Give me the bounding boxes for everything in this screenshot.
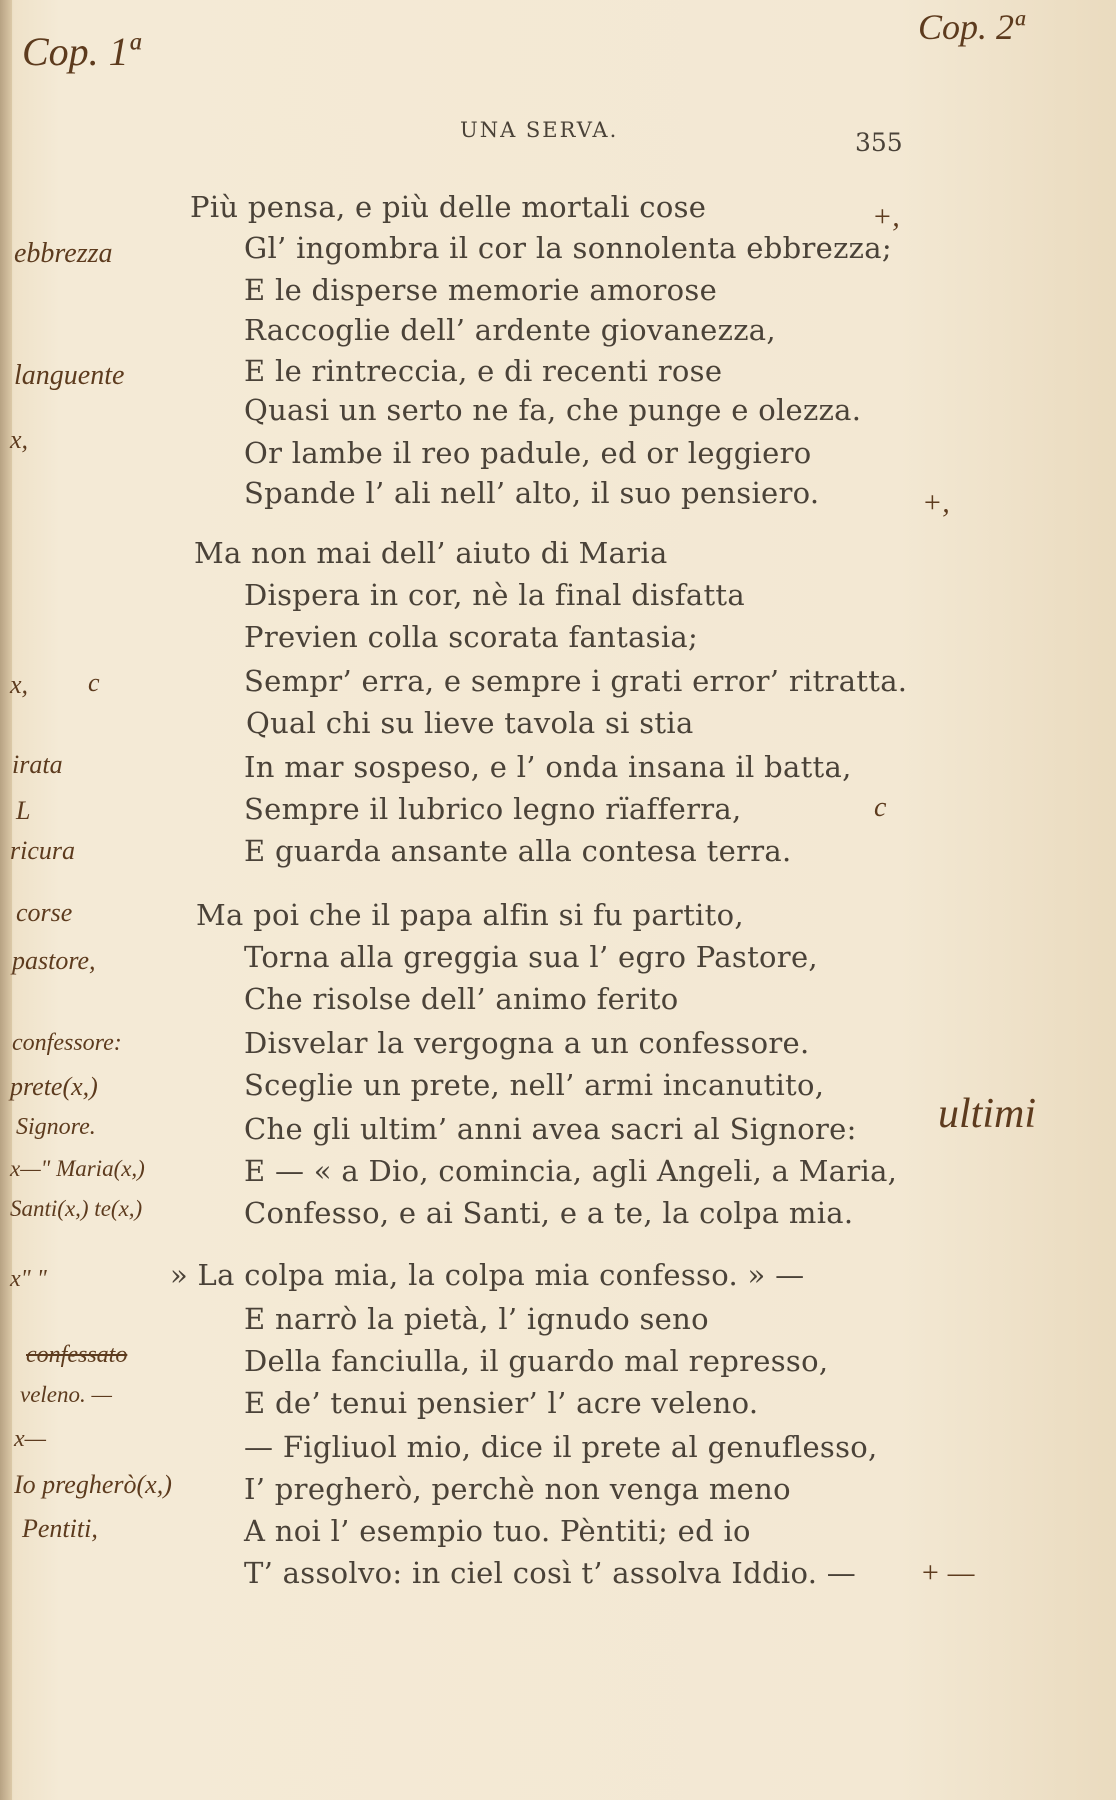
verse-line: Or lambe il reo padule, ed or leggiero <box>244 436 812 470</box>
margin-note: x—" Maria(x,) <box>10 1156 145 1181</box>
margin-note: Signore. <box>16 1114 96 1140</box>
verse-line: E le rintreccia, e di recenti rose <box>244 354 723 388</box>
margin-note: Santi(x,) te(x,) <box>10 1196 143 1221</box>
margin-note: irata <box>12 750 63 779</box>
margin-note: Pentiti, <box>22 1514 98 1543</box>
verse-line: A noi l’ esempio tuo. Pèntiti; ed io <box>244 1514 751 1548</box>
margin-note: pastore, <box>12 946 96 975</box>
verse-line: T’ assolvo: in ciel così t’ assolva Iddio. — <box>244 1556 857 1590</box>
margin-note: x, <box>10 670 29 699</box>
margin-note: c <box>88 668 100 697</box>
running-head: UNA SERVA. <box>460 118 619 142</box>
verse-line: Gl’ ingombra il cor la sonnolenta ebbrezza; <box>244 231 892 265</box>
verse-line: Disvelar la vergogna a un confessore. <box>244 1026 810 1060</box>
verse-line: Confesso, e ai Santi, e a te, la colpa mia. <box>244 1196 854 1230</box>
verse-line: E — « a Dio, comincia, agli Angeli, a Maria, <box>244 1154 898 1188</box>
margin-note: Io pregherò(x,) <box>14 1470 172 1499</box>
verse-line: Dispera in cor, nè la final disfatta <box>244 578 745 612</box>
margin-note: veleno. — <box>20 1382 112 1407</box>
margin-mark: +, <box>922 486 950 519</box>
margin-mark: + — <box>920 1556 975 1589</box>
verse-line: Raccoglie dell’ ardente giovanezza, <box>244 313 776 347</box>
verse-line: Sempr’ erra, e sempre i grati error’ ritratta. <box>244 664 908 698</box>
verse-line: Quasi un serto ne fa, che punge e olezza. <box>244 393 862 427</box>
verse-line: Ma poi che il papa alfin si fu partito, <box>196 898 744 932</box>
verse-line: — Figliuol mio, dice il prete al genuflesso, <box>244 1430 878 1464</box>
verse-line: E narrò la pietà, l’ ignudo seno <box>244 1302 709 1336</box>
verse-line: Più pensa, e più delle mortali cose <box>190 190 707 224</box>
verse-line: Che risolse dell’ animo ferito <box>244 982 679 1016</box>
verse-line: Della fanciulla, il guardo mal represso, <box>244 1344 829 1378</box>
verse-line: Torna alla greggia sua l’ egro Pastore, <box>244 940 818 974</box>
margin-mark: ultimi <box>938 1091 1037 1137</box>
margin-note: x— <box>14 1426 46 1452</box>
margin-note: x" " <box>10 1266 47 1292</box>
margin-note: ricura <box>10 836 75 865</box>
verse-line: » La colpa mia, la colpa mia confesso. » — <box>170 1258 805 1292</box>
margin-note: languente <box>14 360 125 391</box>
margin-note: confessore: <box>12 1030 122 1056</box>
verse-line: Che gli ultim’ anni avea sacri al Signore: <box>244 1112 857 1146</box>
margin-note: L <box>16 796 31 825</box>
margin-mark: c <box>874 792 887 823</box>
verse-line: I’ pregherò, perchè non venga meno <box>244 1472 791 1506</box>
margin-note: corse <box>16 898 73 927</box>
page-binding-edge <box>0 0 12 1800</box>
verse-line: Spande l’ ali nell’ alto, il suo pensiero. <box>244 476 820 510</box>
margin-mark: +, <box>872 200 900 233</box>
verse-line: Ma non mai dell’ aiuto di Maria <box>194 536 668 570</box>
annotation-top-left: Cop. 1ª <box>22 29 140 74</box>
margin-note: prete(x,) <box>10 1072 98 1101</box>
verse-line: Sempre il lubrico legno rïafferra, <box>244 792 742 826</box>
verse-line: E de’ tenui pensier’ l’ acre veleno. <box>244 1386 759 1420</box>
verse-line: In mar sospeso, e l’ onda insana il batta, <box>244 750 852 784</box>
page-number: 355 <box>855 128 903 157</box>
verse-line: Previen colla scorata fantasia; <box>244 620 699 654</box>
margin-note: x, <box>10 425 29 454</box>
verse-line: E guarda ansante alla contesa terra. <box>244 834 792 868</box>
verse-line: Sceglie un prete, nell’ armi incanutito, <box>244 1068 825 1102</box>
margin-note: confessato <box>26 1342 128 1368</box>
verse-line: Qual chi su lieve tavola si stia <box>246 706 694 740</box>
verse-line: E le disperse memorie amorose <box>244 273 718 307</box>
annotation-top-right: Cop. 2ª <box>918 7 1024 47</box>
margin-note: ebbrezza <box>14 238 113 269</box>
